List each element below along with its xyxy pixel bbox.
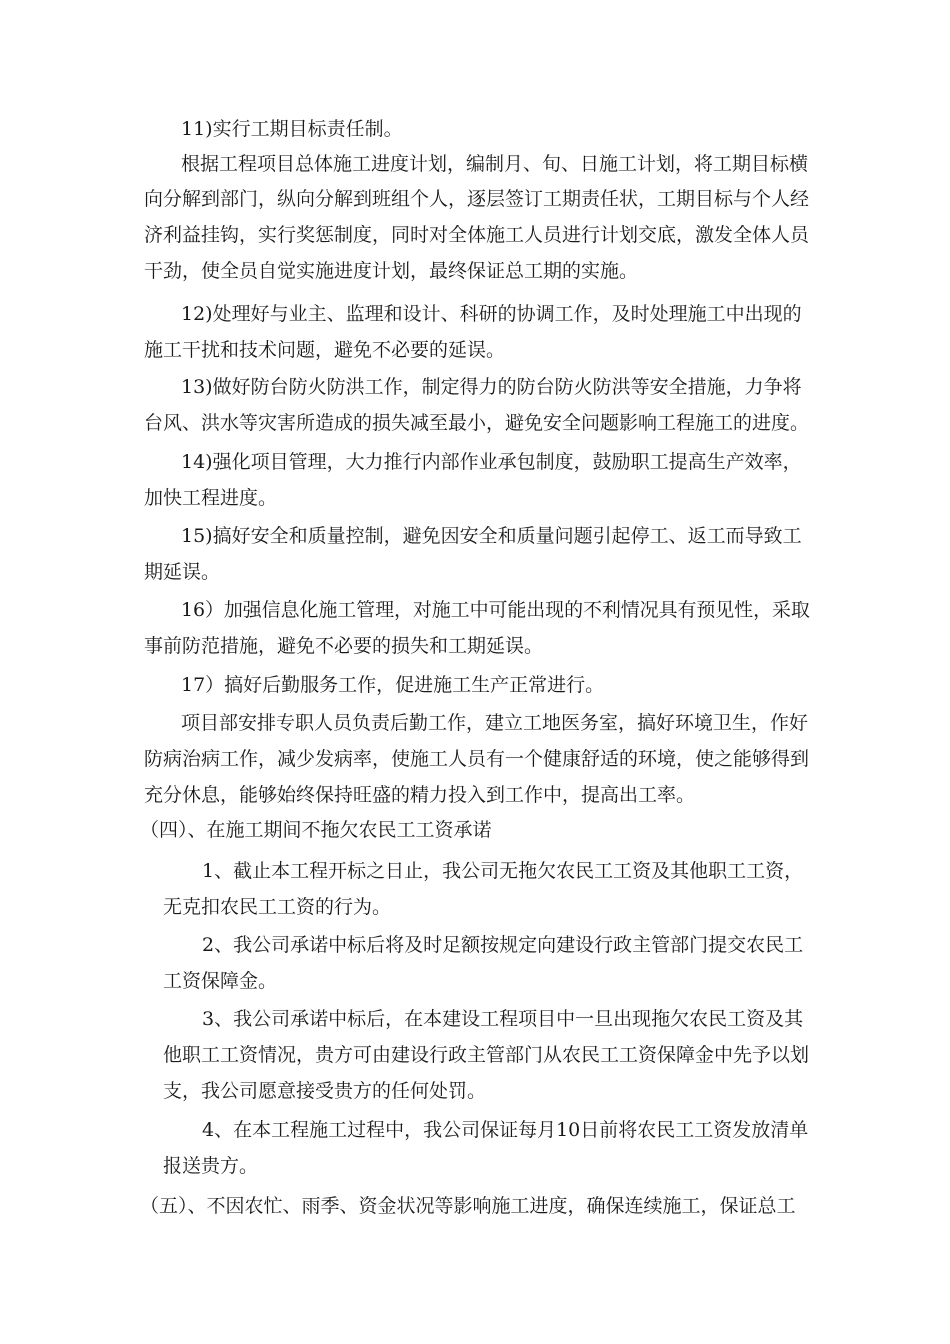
paragraph-line: 施工干扰和技术问题，避免不必要的延误。 (144, 339, 506, 361)
list-item-15: 15)搞好安全和质量控制，避免因安全和质量问题引起停工、返工而导致工 (181, 525, 802, 547)
paragraph-line: 防病治病工作，减少发病率，使施工人员有一个健康舒适的环境，使之能够得到 (144, 748, 810, 770)
paragraph-line: 充分休息，能够始终保持旺盛的精力投入到工作中，提高出工率。 (144, 784, 696, 806)
list-item-17-heading: 17）搞好后勤服务工作，促进施工生产正常进行。 (181, 674, 605, 696)
list-item-12: 12)处理好与业主、监理和设计、科研的协调工作，及时处理施工中出现的 (181, 303, 802, 325)
paragraph-line: 济利益挂钩，实行奖惩制度，同时对全体施工人员进行计划交底，激发全体人员 (144, 224, 810, 246)
paragraph-line: 报送贵方。 (163, 1155, 259, 1177)
paragraph-line: 他职工工资情况，贵方可由建设行政主管部门从农民工工资保障金中先予以划 (163, 1044, 810, 1066)
pledge-item-2: 2、我公司承诺中标后将及时足额按规定向建设行政主管部门提交农民工 (202, 934, 804, 956)
paragraph-line: 支，我公司愿意接受贵方的任何处罚。 (163, 1080, 487, 1102)
paragraph-line: 加快工程进度。 (144, 487, 278, 509)
pledge-item-3: 3、我公司承诺中标后，在本建设工程项目中一旦出现拖欠农民工资及其 (202, 1008, 804, 1030)
section-heading-5: （五）、不因农忙、雨季、资金状况等影响施工进度，确保连续施工，保证总工 (140, 1195, 796, 1217)
paragraph-line: 台风、洪水等灾害所造成的损失减至最小，避免安全问题影响工程施工的进度。 (144, 412, 810, 434)
section-heading-4: （四）、在施工期间不拖欠农民工工资承诺 (140, 819, 492, 841)
list-item-13: 13)做好防台防火防洪工作，制定得力的防台防火防洪等安全措施，力争将 (181, 376, 802, 398)
pledge-item-4: 4、在本工程施工过程中，我公司保证每月10日前将农民工工资发放清单 (202, 1119, 809, 1141)
paragraph-line: 项目部安排专职人员负责后勤工作，建立工地医务室，搞好环境卫生，作好 (181, 712, 809, 734)
list-item-14: 14)强化项目管理，大力推行内部作业承包制度，鼓励职工提高生产效率， (181, 451, 802, 473)
list-item-11-heading: 11)实行工期目标责任制。 (181, 118, 403, 140)
paragraph-line: 工资保障金。 (163, 970, 278, 992)
list-item-16: 16）加强信息化施工管理，对施工中可能出现的不利情况具有预见性，采取 (181, 599, 810, 621)
paragraph-line: 事前防范措施，避免不必要的损失和工期延误。 (144, 635, 544, 657)
pledge-item-1: 1、截止本工程开标之日止，我公司无拖欠农民工工资及其他职工工资， (202, 860, 804, 882)
paragraph-line: 干劲，使全员自觉实施进度计划，最终保证总工期的实施。 (144, 260, 639, 282)
paragraph-line: 无克扣农民工工资的行为。 (163, 896, 392, 918)
paragraph-line: 向分解到部门，纵向分解到班组个人，逐层签订工期责任状，工期目标与个人经 (144, 188, 810, 210)
paragraph-line: 期延误。 (144, 561, 221, 583)
paragraph-line: 根据工程项目总体施工进度计划，编制月、旬、日施工计划，将工期目标横 (181, 153, 809, 175)
